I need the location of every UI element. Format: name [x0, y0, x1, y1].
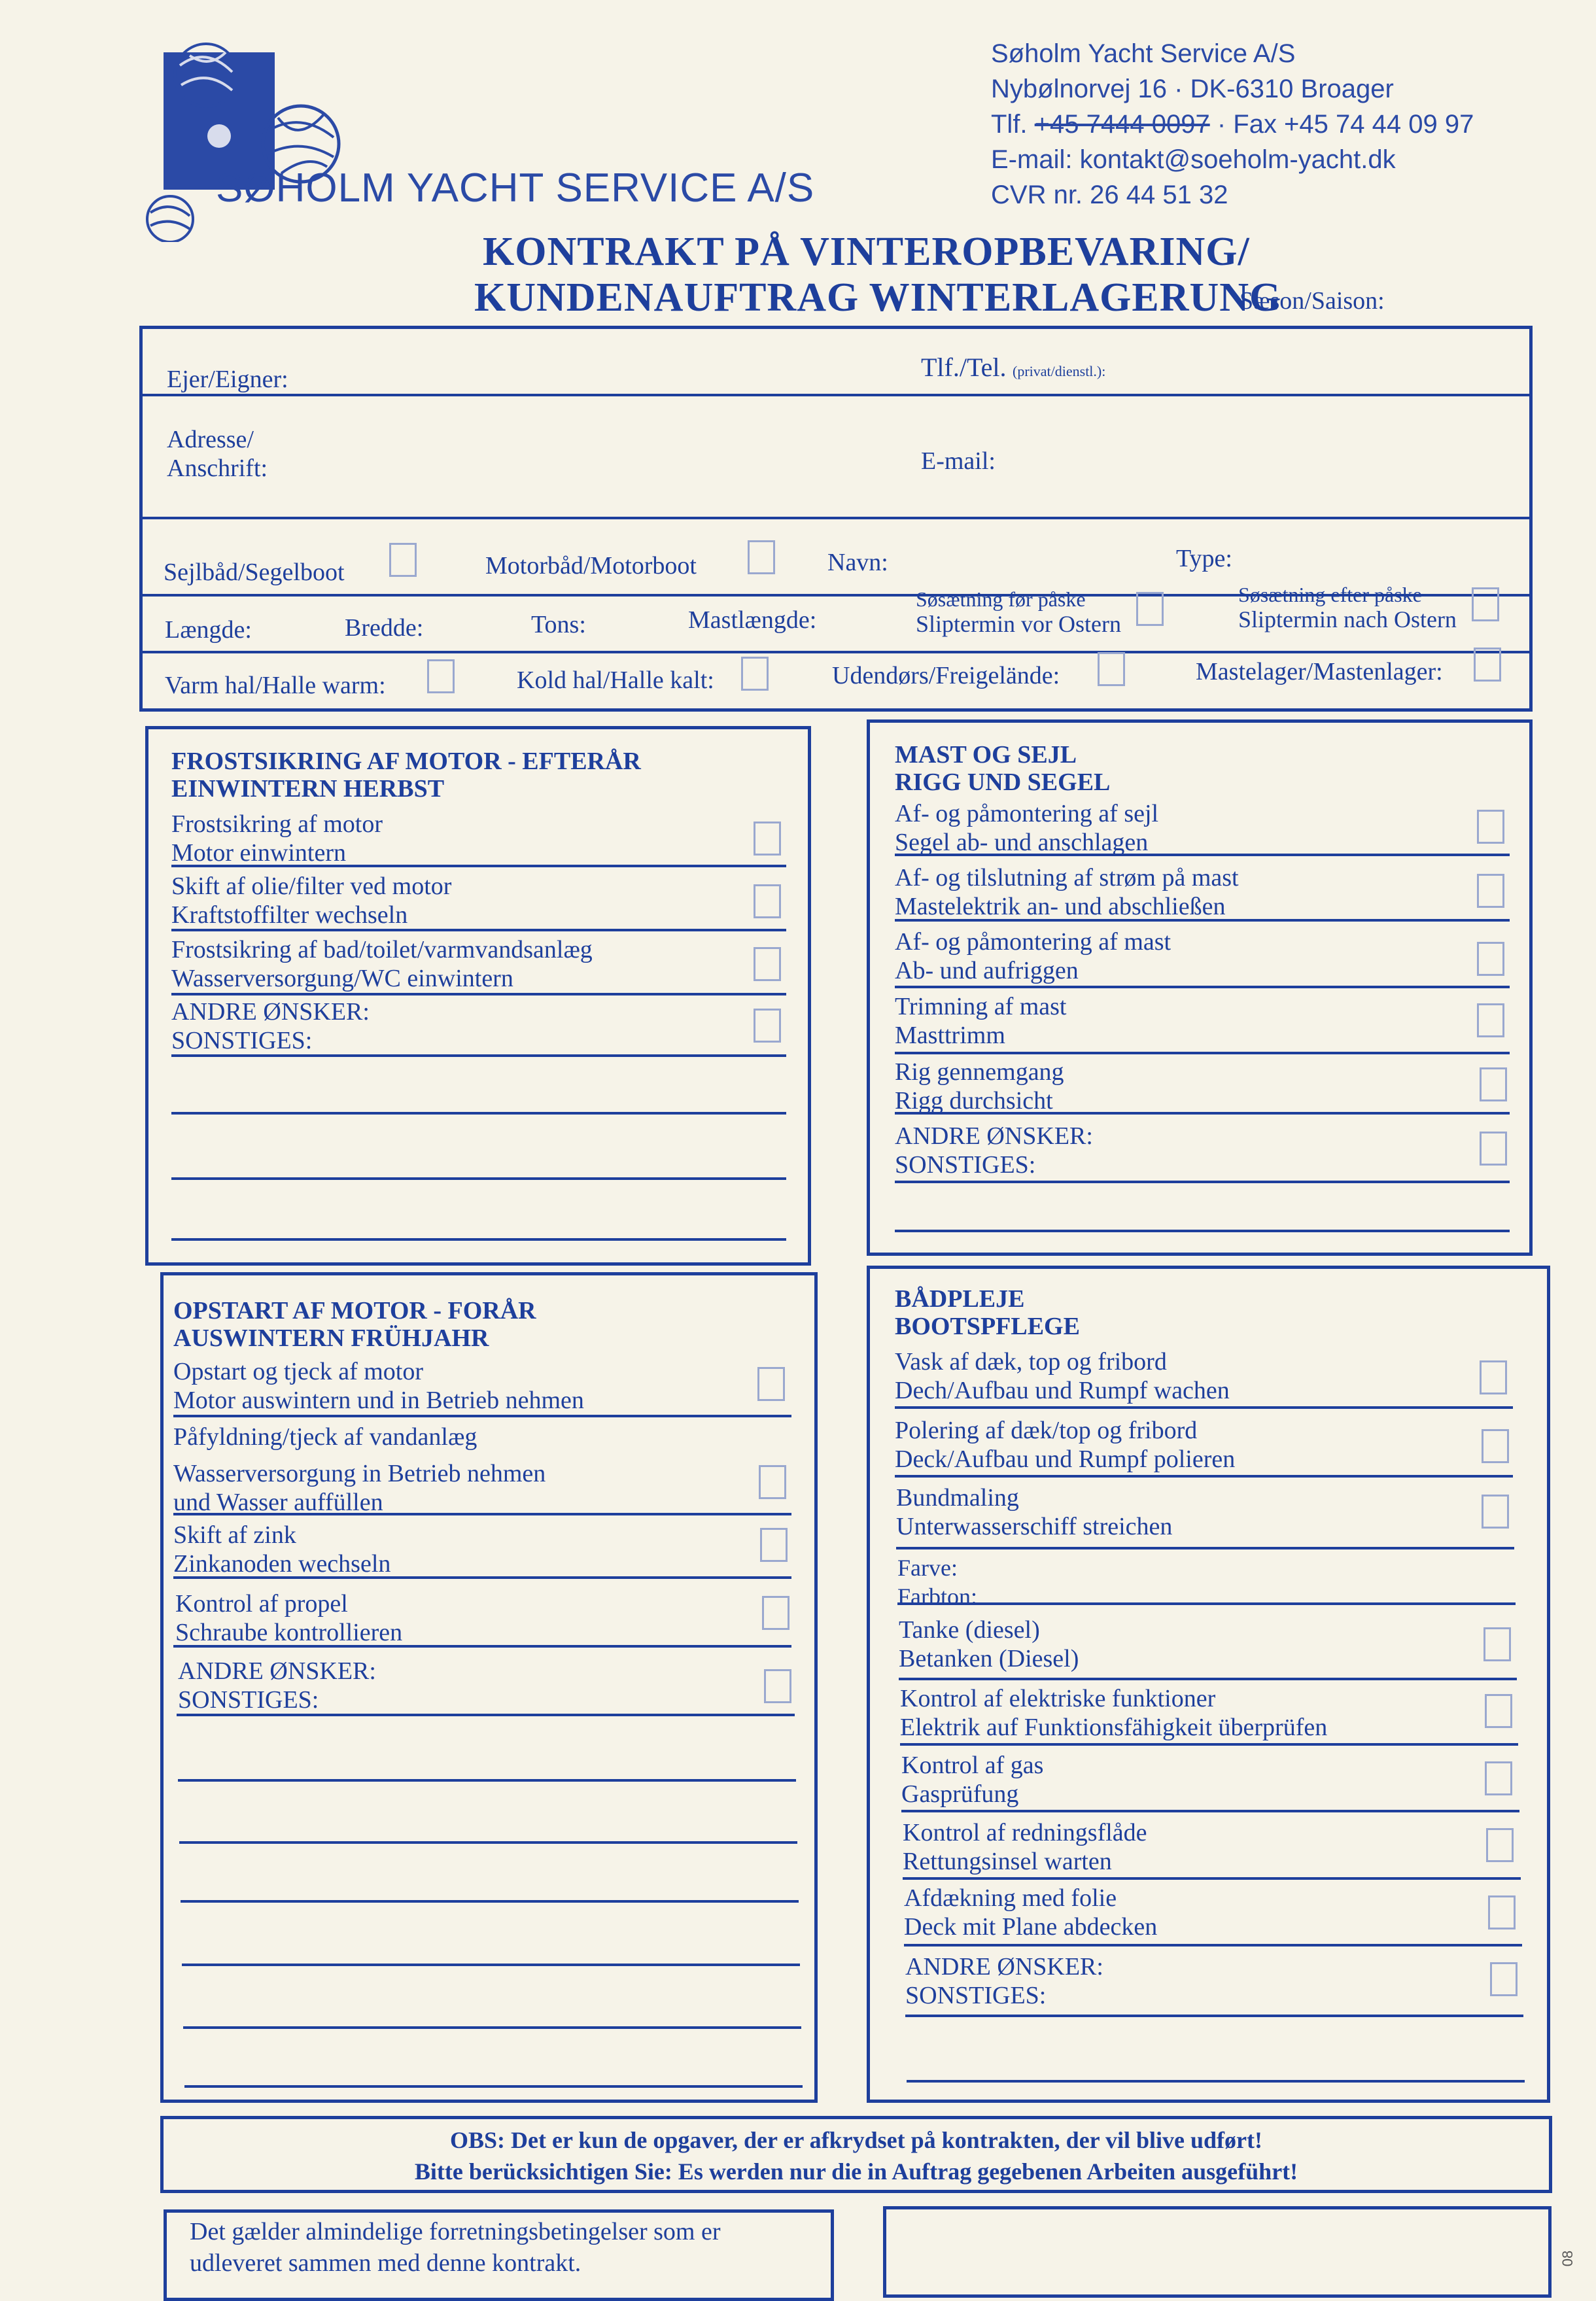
care-item-checkbox[interactable] [1482, 1495, 1509, 1529]
startup-item: Kontrol af propel Schraube kontrollieren [175, 1590, 403, 1646]
season-label: Sæson/Saison: [1240, 287, 1385, 315]
company-cvr: CVR nr. 26 44 51 32 [991, 181, 1228, 209]
care-item-checkbox[interactable] [1485, 1694, 1512, 1728]
mast-item: Af- og påmontering af mast Ab- und aufriggen [895, 928, 1171, 984]
cold-hall-label: Kold hal/Halle kalt: [517, 666, 714, 694]
care-item: Kontrol af gas Gasprüfung [901, 1752, 1044, 1808]
startup-item: Skift af zink Zinkanoden wechseln [173, 1521, 391, 1578]
signature-box [883, 2206, 1552, 2298]
care-other-label: ANDRE ØNSKER: SONSTIGES: [905, 1953, 1103, 2009]
outdoor-checkbox[interactable] [1098, 652, 1125, 686]
frost-other-label: ANDRE ØNSKER: SONSTIGES: [171, 998, 370, 1054]
boat-name-label: Navn: [827, 549, 888, 576]
sailboat-checkbox[interactable] [389, 543, 417, 577]
care-item-checkbox[interactable] [1486, 1828, 1514, 1862]
care-item: Bundmaling Unterwasserschiff streichen [896, 1484, 1173, 1540]
side-mark: 08 [1559, 2250, 1576, 2267]
notice-text: OBS: Det er kun de opgaver, der er afkrydset på kontrakten, der vil blive udført! Bitte berücksichtigen Sie: Es werden nur die in Auftrag gegebenen Arbeiten ausgeführt! [414, 2127, 1298, 2185]
startup-item: Påfyldning/tjeck af vandanlæg Wasserversorgung in Betrieb nehmen und Wasser auffüllen [173, 1423, 546, 1516]
care-item: Vask af dæk, top og fribord Dech/Aufbau und Rumpf wachen [895, 1348, 1230, 1404]
startup-item-checkbox[interactable] [757, 1367, 785, 1401]
startup-item: Opstart og tjeck af motor Motor auswintern und in Betrieb nehmen [173, 1358, 584, 1414]
frost-item: Frostsikring af bad/toilet/varmvandsanlæg Wasserversorgung/WC einwintern [171, 936, 593, 992]
mast-item-checkbox[interactable] [1477, 874, 1504, 908]
frost-item-checkbox[interactable] [754, 884, 781, 918]
terms-text: Det gælder almindelige forretningsbetingelser som er udleveret sammen med denne kontrakt. [190, 2218, 721, 2277]
startup-item-checkbox[interactable] [762, 1596, 789, 1630]
frost-item-checkbox[interactable] [754, 947, 781, 981]
care-item: Kontrol af elektriske funktioner Elektrik auf Funktionsfähigkeit überprüfen [900, 1685, 1328, 1741]
care-item: Afdækning med folie Deck mit Plane abdecken [904, 1884, 1158, 1941]
mast-item-checkbox[interactable] [1480, 1067, 1507, 1101]
mast-item: Trimning af mast Masttrimm [895, 993, 1067, 1049]
care-item-checkbox[interactable] [1485, 1761, 1512, 1795]
motorboat-checkbox[interactable] [748, 540, 775, 574]
care-item-checkbox[interactable] [1488, 1895, 1516, 1929]
outdoor-label: Udendørs/Freigelände: [832, 662, 1060, 689]
care-item: Kontrol af redningsflåde Rettungsinsel warten [903, 1819, 1147, 1875]
company-info [991, 36, 1474, 213]
launch-before-checkbox[interactable] [1136, 592, 1164, 626]
company-name: Søholm Yacht Service A/S [991, 39, 1296, 68]
width-label: Bredde: [345, 614, 424, 642]
warm-hall-checkbox[interactable] [427, 659, 455, 693]
page-title-line2: KUNDENAUFTRAG WINTERLAGERUNG [474, 275, 1282, 320]
address-label: Adresse/ Anschrift: [167, 426, 268, 482]
care-section-title: BÅDPLEJE BOOTSPFLEGE [895, 1285, 1080, 1340]
startup-other-label: ANDRE ØNSKER: SONSTIGES: [178, 1657, 376, 1714]
email-label: E-mail: [921, 447, 996, 475]
mast-item-checkbox[interactable] [1477, 1003, 1504, 1037]
boat-type-label: Type: [1176, 545, 1232, 572]
struck-phone: +45 7444 0097 [1034, 110, 1210, 139]
frost-section-title: FROSTSIKRING AF MOTOR - EFTERÅR EINWINTERN HERBST [171, 748, 641, 803]
length-label: Længde: [165, 616, 252, 644]
launch-after-checkbox[interactable] [1472, 587, 1499, 621]
startup-other-checkbox[interactable] [764, 1669, 791, 1703]
mast-section-title: MAST OG SEJL RIGG UND SEGEL [895, 741, 1111, 796]
company-phone-fax: Tlf. +45 7444 0097 · Fax +45 74 44 09 97 [991, 110, 1474, 139]
launch-after-label: Søsætning efter påske Sliptermin nach Ostern [1238, 583, 1457, 632]
care-other-checkbox[interactable] [1490, 1962, 1518, 1996]
company-address: Nybølnorvej 16 · DK-6310 Broager [991, 75, 1394, 103]
cold-hall-checkbox[interactable] [741, 657, 769, 691]
mast-length-label: Mastlængde: [688, 606, 817, 634]
care-item-checkbox[interactable] [1480, 1360, 1507, 1394]
motorboat-label: Motorbåd/Motorboot [485, 552, 697, 580]
mast-other-checkbox[interactable] [1480, 1132, 1507, 1166]
care-item: Polering af dæk/top og fribord Deck/Aufbau und Rumpf polieren [895, 1417, 1236, 1473]
mast-storage-label: Mastelager/Mastenlager: [1196, 658, 1443, 685]
mast-other-label: ANDRE ØNSKER: SONSTIGES: [895, 1122, 1093, 1179]
care-item: Tanke (diesel) Betanken (Diesel) [899, 1616, 1079, 1672]
warm-hall-label: Varm hal/Halle warm: [165, 672, 386, 699]
frost-item: Frostsikring af motor Motor einwintern [171, 810, 383, 867]
mast-item: Af- og påmontering af sejl Segel ab- und anschlagen [895, 800, 1159, 856]
mast-item-checkbox[interactable] [1477, 810, 1504, 844]
frost-section [145, 726, 811, 1266]
care-item-checkbox[interactable] [1483, 1627, 1511, 1661]
mast-storage-checkbox[interactable] [1474, 648, 1501, 682]
tons-label: Tons: [531, 611, 586, 638]
startup-section-title: OPSTART AF MOTOR - FORÅR AUSWINTERN FRÜHJAHR [173, 1297, 536, 1352]
frost-item: Skift af olie/filter ved motor Kraftstoffilter wechseln [171, 873, 452, 929]
owner-label: Ejer/Eigner: [167, 366, 288, 393]
care-item-checkbox[interactable] [1482, 1429, 1509, 1463]
mast-item: Rig gennemgang Rigg durchsicht [895, 1058, 1064, 1115]
frost-item-checkbox[interactable] [754, 822, 781, 856]
page-title-line1: KONTRAKT PÅ VINTEROPBEVARING/ [483, 230, 1250, 274]
launch-before-label: Søsætning før påske Sliptermin vor Ostern [916, 587, 1121, 637]
company-email: E-mail: kontakt@soeholm-yacht.dk [991, 145, 1396, 174]
care-color-label: Farve: Farbton: [897, 1555, 977, 1610]
startup-item-checkbox[interactable] [760, 1528, 788, 1562]
startup-item-checkbox[interactable] [759, 1465, 786, 1499]
sailboat-label: Sejlbåd/Segelboot [164, 559, 345, 586]
phone-label: Tlf./Tel. (privat/dienstl.): [921, 353, 1106, 382]
mast-item-checkbox[interactable] [1477, 942, 1504, 976]
logo-text: SØHOLM YACHT SERVICE A/S [216, 165, 815, 211]
frost-other-checkbox[interactable] [754, 1009, 781, 1043]
mast-item: Af- og tilslutning af strøm på mast Mastelektrik an- und abschließen [895, 864, 1239, 920]
